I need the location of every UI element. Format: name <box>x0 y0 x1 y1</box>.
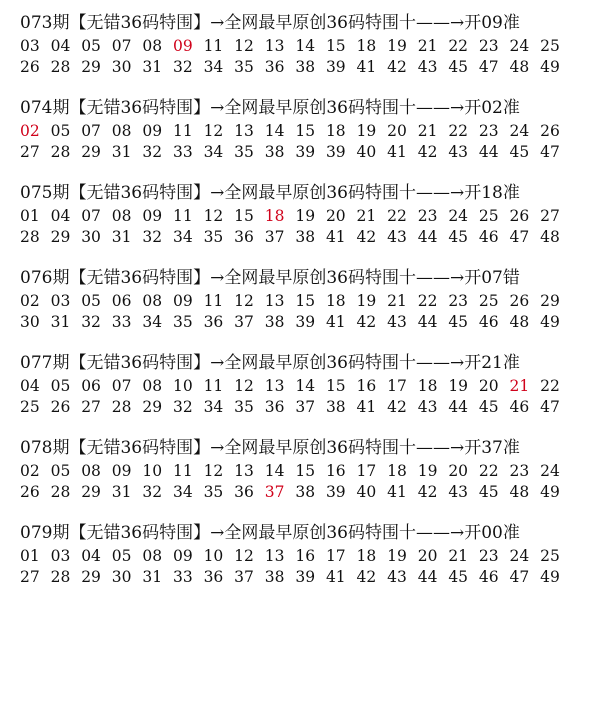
number-cell: 34 <box>203 143 224 161</box>
hit-number: 02 <box>20 122 40 140</box>
number-cell: 31 <box>142 58 163 76</box>
number-cell: 41 <box>356 58 377 76</box>
number-cell: 08 <box>142 377 163 395</box>
number-cell: 18 <box>356 547 377 565</box>
number-cell: 36 <box>264 58 285 76</box>
number-cell: 11 <box>172 207 193 225</box>
number-cell: 34 <box>142 313 163 331</box>
number-cell: 45 <box>448 313 469 331</box>
number-cell: 12 <box>234 377 254 395</box>
number-row <box>20 227 585 248</box>
number-cell: 38 <box>264 143 285 161</box>
number-cell: 47 <box>509 228 530 246</box>
number-row <box>20 36 585 57</box>
number-cell: 39 <box>295 313 316 331</box>
number-cell: 31 <box>50 313 71 331</box>
number-row <box>20 461 585 482</box>
period-block <box>20 10 585 78</box>
number-cell: 24 <box>448 207 469 225</box>
number-cell: 15 <box>325 37 346 55</box>
number-cell: 49 <box>540 58 560 76</box>
number-cell: 09 <box>111 462 132 480</box>
number-cell: 24 <box>509 547 530 565</box>
number-cell: 41 <box>325 228 346 246</box>
number-cell: 35 <box>234 143 254 161</box>
number-cell: 12 <box>234 292 254 310</box>
number-cell: 23 <box>478 37 499 55</box>
number-cell: 24 <box>509 37 530 55</box>
number-cell: 47 <box>540 143 560 161</box>
number-cell: 45 <box>509 143 530 161</box>
number-cell: 03 <box>50 292 71 310</box>
number-cell: 43 <box>387 568 407 586</box>
number-cell: 38 <box>264 568 285 586</box>
number-cell: 41 <box>387 143 407 161</box>
number-cell: 20 <box>448 462 469 480</box>
number-cell: 40 <box>356 483 377 501</box>
number-cell: 23 <box>478 547 499 565</box>
number-cell: 25 <box>478 292 499 310</box>
number-cell: 18 <box>325 122 346 140</box>
number-cell: 27 <box>20 143 40 161</box>
number-cell: 34 <box>172 483 193 501</box>
number-cell: 47 <box>540 398 560 416</box>
hit-number: 37 <box>264 483 285 501</box>
number-row <box>20 397 585 418</box>
number-cell: 43 <box>417 398 438 416</box>
number-cell: 21 <box>417 122 438 140</box>
number-cell: 06 <box>111 292 132 310</box>
number-cell: 36 <box>234 483 254 501</box>
number-cell: 05 <box>111 547 132 565</box>
number-cell: 19 <box>387 547 407 565</box>
number-cell: 46 <box>478 228 499 246</box>
number-cell: 21 <box>356 207 377 225</box>
period-block <box>20 435 585 503</box>
number-cell: 42 <box>417 143 438 161</box>
number-cell: 14 <box>264 122 285 140</box>
number-cell: 44 <box>417 313 438 331</box>
number-cell: 29 <box>50 228 71 246</box>
number-cell: 30 <box>111 568 132 586</box>
number-cell: 42 <box>417 483 438 501</box>
period-block <box>20 180 585 248</box>
number-row <box>20 546 585 567</box>
number-cell: 16 <box>295 547 316 565</box>
number-cell: 48 <box>540 228 560 246</box>
number-cell: 24 <box>540 462 560 480</box>
number-cell: 28 <box>50 58 71 76</box>
number-cell: 22 <box>417 292 438 310</box>
number-cell: 19 <box>417 462 438 480</box>
number-cell: 07 <box>81 207 101 225</box>
number-cell: 05 <box>81 37 101 55</box>
period-block <box>20 95 585 163</box>
number-cell: 29 <box>81 483 101 501</box>
number-cell: 47 <box>478 58 499 76</box>
number-cell: 10 <box>142 462 163 480</box>
number-cell: 08 <box>111 122 132 140</box>
period-title: 078期【无错36码特围】→全网最早原创36码特围十——→开37准 <box>20 438 520 458</box>
number-cell: 09 <box>142 122 163 140</box>
number-cell: 44 <box>448 398 469 416</box>
number-cell: 37 <box>295 398 316 416</box>
number-cell: 17 <box>387 377 407 395</box>
number-cell: 01 <box>20 207 40 225</box>
number-cell: 09 <box>142 207 163 225</box>
number-cell: 11 <box>203 292 224 310</box>
number-cell: 39 <box>325 58 346 76</box>
number-row <box>20 482 585 503</box>
number-cell: 23 <box>417 207 438 225</box>
number-cell: 11 <box>172 462 193 480</box>
number-row <box>20 291 585 312</box>
number-cell: 29 <box>81 58 101 76</box>
number-cell: 36 <box>203 313 224 331</box>
number-cell: 28 <box>50 143 71 161</box>
number-cell: 14 <box>295 37 316 55</box>
number-cell: 32 <box>142 143 163 161</box>
number-cell: 43 <box>417 58 438 76</box>
number-row <box>20 312 585 333</box>
period-block <box>20 350 585 418</box>
period-title: 076期【无错36码特围】→全网最早原创36码特围十——→开07错 <box>20 268 520 288</box>
number-cell: 32 <box>142 228 163 246</box>
number-cell: 43 <box>448 483 469 501</box>
number-cell: 18 <box>325 292 346 310</box>
number-cell: 25 <box>478 207 499 225</box>
number-cell: 13 <box>264 377 285 395</box>
number-cell: 30 <box>20 313 40 331</box>
number-cell: 42 <box>356 568 377 586</box>
number-cell: 10 <box>172 377 193 395</box>
number-cell: 47 <box>509 568 530 586</box>
number-cell: 16 <box>325 462 346 480</box>
number-cell: 27 <box>20 568 40 586</box>
number-cell: 32 <box>81 313 101 331</box>
number-row <box>20 567 585 588</box>
number-cell: 09 <box>172 547 193 565</box>
number-cell: 42 <box>387 398 407 416</box>
number-cell: 44 <box>478 143 499 161</box>
number-cell: 36 <box>264 398 285 416</box>
number-cell: 49 <box>540 568 560 586</box>
number-cell: 15 <box>295 462 316 480</box>
number-row <box>20 206 585 227</box>
period-title: 073期【无错36码特围】→全网最早原创36码特围十——→开09准 <box>20 13 520 33</box>
number-cell: 38 <box>295 58 316 76</box>
number-cell: 13 <box>234 122 254 140</box>
number-cell: 12 <box>203 207 224 225</box>
number-cell: 45 <box>448 228 469 246</box>
number-cell: 23 <box>478 122 499 140</box>
number-cell: 08 <box>142 547 163 565</box>
number-cell: 19 <box>295 207 316 225</box>
number-cell: 04 <box>50 37 71 55</box>
number-cell: 12 <box>234 547 254 565</box>
number-row <box>20 142 585 163</box>
number-cell: 17 <box>325 547 346 565</box>
number-cell: 20 <box>325 207 346 225</box>
number-cell: 31 <box>142 568 163 586</box>
number-cell: 45 <box>448 58 469 76</box>
number-cell: 05 <box>50 377 71 395</box>
number-cell: 40 <box>356 143 377 161</box>
number-cell: 05 <box>81 292 101 310</box>
number-cell: 18 <box>417 377 438 395</box>
number-cell: 08 <box>142 292 163 310</box>
number-cell: 32 <box>172 58 193 76</box>
number-cell: 44 <box>417 568 438 586</box>
number-cell: 14 <box>295 377 316 395</box>
number-cell: 38 <box>325 398 346 416</box>
number-cell: 26 <box>509 207 530 225</box>
number-cell: 25 <box>20 398 40 416</box>
number-cell: 32 <box>172 398 193 416</box>
number-cell: 21 <box>448 547 469 565</box>
number-cell: 29 <box>81 143 101 161</box>
number-cell: 30 <box>81 228 101 246</box>
number-cell: 41 <box>387 483 407 501</box>
number-cell: 20 <box>478 377 499 395</box>
number-cell: 45 <box>478 483 499 501</box>
number-cell: 37 <box>234 313 254 331</box>
number-cell: 39 <box>325 483 346 501</box>
number-cell: 08 <box>81 462 101 480</box>
period-title: 074期【无错36码特围】→全网最早原创36码特围十——→开02准 <box>20 98 520 118</box>
hit-number: 09 <box>172 37 193 55</box>
number-cell: 22 <box>448 122 469 140</box>
number-cell: 26 <box>540 122 560 140</box>
number-cell: 12 <box>234 37 254 55</box>
number-cell: 39 <box>295 143 316 161</box>
number-cell: 25 <box>540 547 560 565</box>
number-cell: 46 <box>478 568 499 586</box>
number-cell: 15 <box>295 122 316 140</box>
number-cell: 35 <box>234 398 254 416</box>
number-cell: 12 <box>203 122 224 140</box>
number-cell: 13 <box>234 462 254 480</box>
number-cell: 29 <box>540 292 560 310</box>
number-cell: 25 <box>540 37 560 55</box>
number-cell: 33 <box>172 143 193 161</box>
number-cell: 06 <box>81 377 101 395</box>
number-cell: 28 <box>20 228 40 246</box>
number-cell: 05 <box>50 462 71 480</box>
number-cell: 19 <box>356 122 377 140</box>
number-cell: 48 <box>509 313 530 331</box>
number-cell: 26 <box>20 483 40 501</box>
number-cell: 18 <box>387 462 407 480</box>
period-title: 077期【无错36码特围】→全网最早原创36码特围十——→开21准 <box>20 353 520 373</box>
number-cell: 45 <box>478 398 499 416</box>
number-cell: 05 <box>50 122 71 140</box>
number-cell: 19 <box>356 292 377 310</box>
number-cell: 36 <box>234 228 254 246</box>
number-cell: 42 <box>387 58 407 76</box>
number-cell: 09 <box>172 292 193 310</box>
number-cell: 35 <box>203 483 224 501</box>
number-cell: 15 <box>325 377 346 395</box>
number-cell: 10 <box>203 547 224 565</box>
number-cell: 04 <box>81 547 101 565</box>
number-cell: 28 <box>50 568 71 586</box>
number-cell: 15 <box>234 207 254 225</box>
number-cell: 29 <box>81 568 101 586</box>
number-cell: 19 <box>387 37 407 55</box>
number-cell: 11 <box>203 37 224 55</box>
number-cell: 45 <box>448 568 469 586</box>
number-cell: 41 <box>325 313 346 331</box>
number-cell: 18 <box>356 37 377 55</box>
number-cell: 30 <box>111 58 132 76</box>
number-cell: 38 <box>295 228 316 246</box>
number-cell: 03 <box>20 37 40 55</box>
number-cell: 20 <box>387 122 407 140</box>
number-cell: 21 <box>417 37 438 55</box>
number-cell: 20 <box>417 547 438 565</box>
number-cell: 12 <box>203 462 224 480</box>
number-cell: 07 <box>111 377 132 395</box>
number-cell: 42 <box>356 313 377 331</box>
number-cell: 48 <box>509 483 530 501</box>
hit-number: 21 <box>509 377 530 395</box>
number-cell: 44 <box>417 228 438 246</box>
number-cell: 28 <box>111 398 132 416</box>
number-cell: 37 <box>264 228 285 246</box>
number-cell: 02 <box>20 292 40 310</box>
number-cell: 34 <box>172 228 193 246</box>
number-cell: 43 <box>387 313 407 331</box>
number-cell: 01 <box>20 547 40 565</box>
number-cell: 42 <box>356 228 377 246</box>
number-cell: 23 <box>448 292 469 310</box>
number-cell: 03 <box>50 547 71 565</box>
number-cell: 39 <box>325 143 346 161</box>
number-cell: 13 <box>264 37 285 55</box>
number-cell: 14 <box>264 462 285 480</box>
number-cell: 29 <box>142 398 163 416</box>
number-cell: 31 <box>111 143 132 161</box>
number-cell: 22 <box>478 462 499 480</box>
number-cell: 27 <box>540 207 560 225</box>
number-cell: 26 <box>509 292 530 310</box>
number-cell: 16 <box>356 377 377 395</box>
number-cell: 35 <box>172 313 193 331</box>
period-title: 075期【无错36码特围】→全网最早原创36码特围十——→开18准 <box>20 183 520 203</box>
number-cell: 22 <box>387 207 407 225</box>
number-cell: 22 <box>448 37 469 55</box>
number-cell: 19 <box>448 377 469 395</box>
number-cell: 31 <box>111 228 132 246</box>
number-cell: 46 <box>478 313 499 331</box>
number-cell: 43 <box>448 143 469 161</box>
number-cell: 15 <box>295 292 316 310</box>
number-cell: 46 <box>509 398 530 416</box>
number-cell: 24 <box>509 122 530 140</box>
number-cell: 11 <box>203 377 224 395</box>
number-cell: 08 <box>142 37 163 55</box>
number-cell: 41 <box>356 398 377 416</box>
period-block <box>20 520 585 588</box>
number-cell: 38 <box>295 483 316 501</box>
number-cell: 27 <box>81 398 101 416</box>
number-cell: 11 <box>172 122 193 140</box>
number-cell: 22 <box>540 377 560 395</box>
number-cell: 21 <box>387 292 407 310</box>
number-cell: 35 <box>234 58 254 76</box>
period-title: 079期【无错36码特围】→全网最早原创36码特围十——→开00准 <box>20 523 520 543</box>
number-cell: 04 <box>50 207 71 225</box>
number-cell: 48 <box>509 58 530 76</box>
number-cell: 13 <box>264 547 285 565</box>
hit-number: 18 <box>264 207 285 225</box>
number-cell: 04 <box>20 377 40 395</box>
number-cell: 34 <box>203 58 224 76</box>
number-cell: 43 <box>387 228 407 246</box>
number-cell: 33 <box>172 568 193 586</box>
number-cell: 08 <box>111 207 132 225</box>
number-cell: 26 <box>50 398 71 416</box>
period-block <box>20 265 585 333</box>
number-cell: 34 <box>203 398 224 416</box>
number-row <box>20 376 585 397</box>
number-cell: 28 <box>50 483 71 501</box>
number-cell: 26 <box>20 58 40 76</box>
number-cell: 38 <box>264 313 285 331</box>
number-cell: 35 <box>203 228 224 246</box>
number-cell: 17 <box>356 462 377 480</box>
number-cell: 49 <box>540 483 560 501</box>
number-row <box>20 57 585 78</box>
number-cell: 31 <box>111 483 132 501</box>
number-cell: 37 <box>234 568 254 586</box>
number-cell: 07 <box>81 122 101 140</box>
number-cell: 07 <box>111 37 132 55</box>
number-cell: 41 <box>325 568 346 586</box>
number-cell: 39 <box>295 568 316 586</box>
number-cell: 23 <box>509 462 530 480</box>
number-cell: 49 <box>540 313 560 331</box>
number-row <box>20 121 585 142</box>
number-cell: 33 <box>111 313 132 331</box>
number-cell: 36 <box>203 568 224 586</box>
number-cell: 32 <box>142 483 163 501</box>
number-cell: 02 <box>20 462 40 480</box>
number-cell: 13 <box>264 292 285 310</box>
